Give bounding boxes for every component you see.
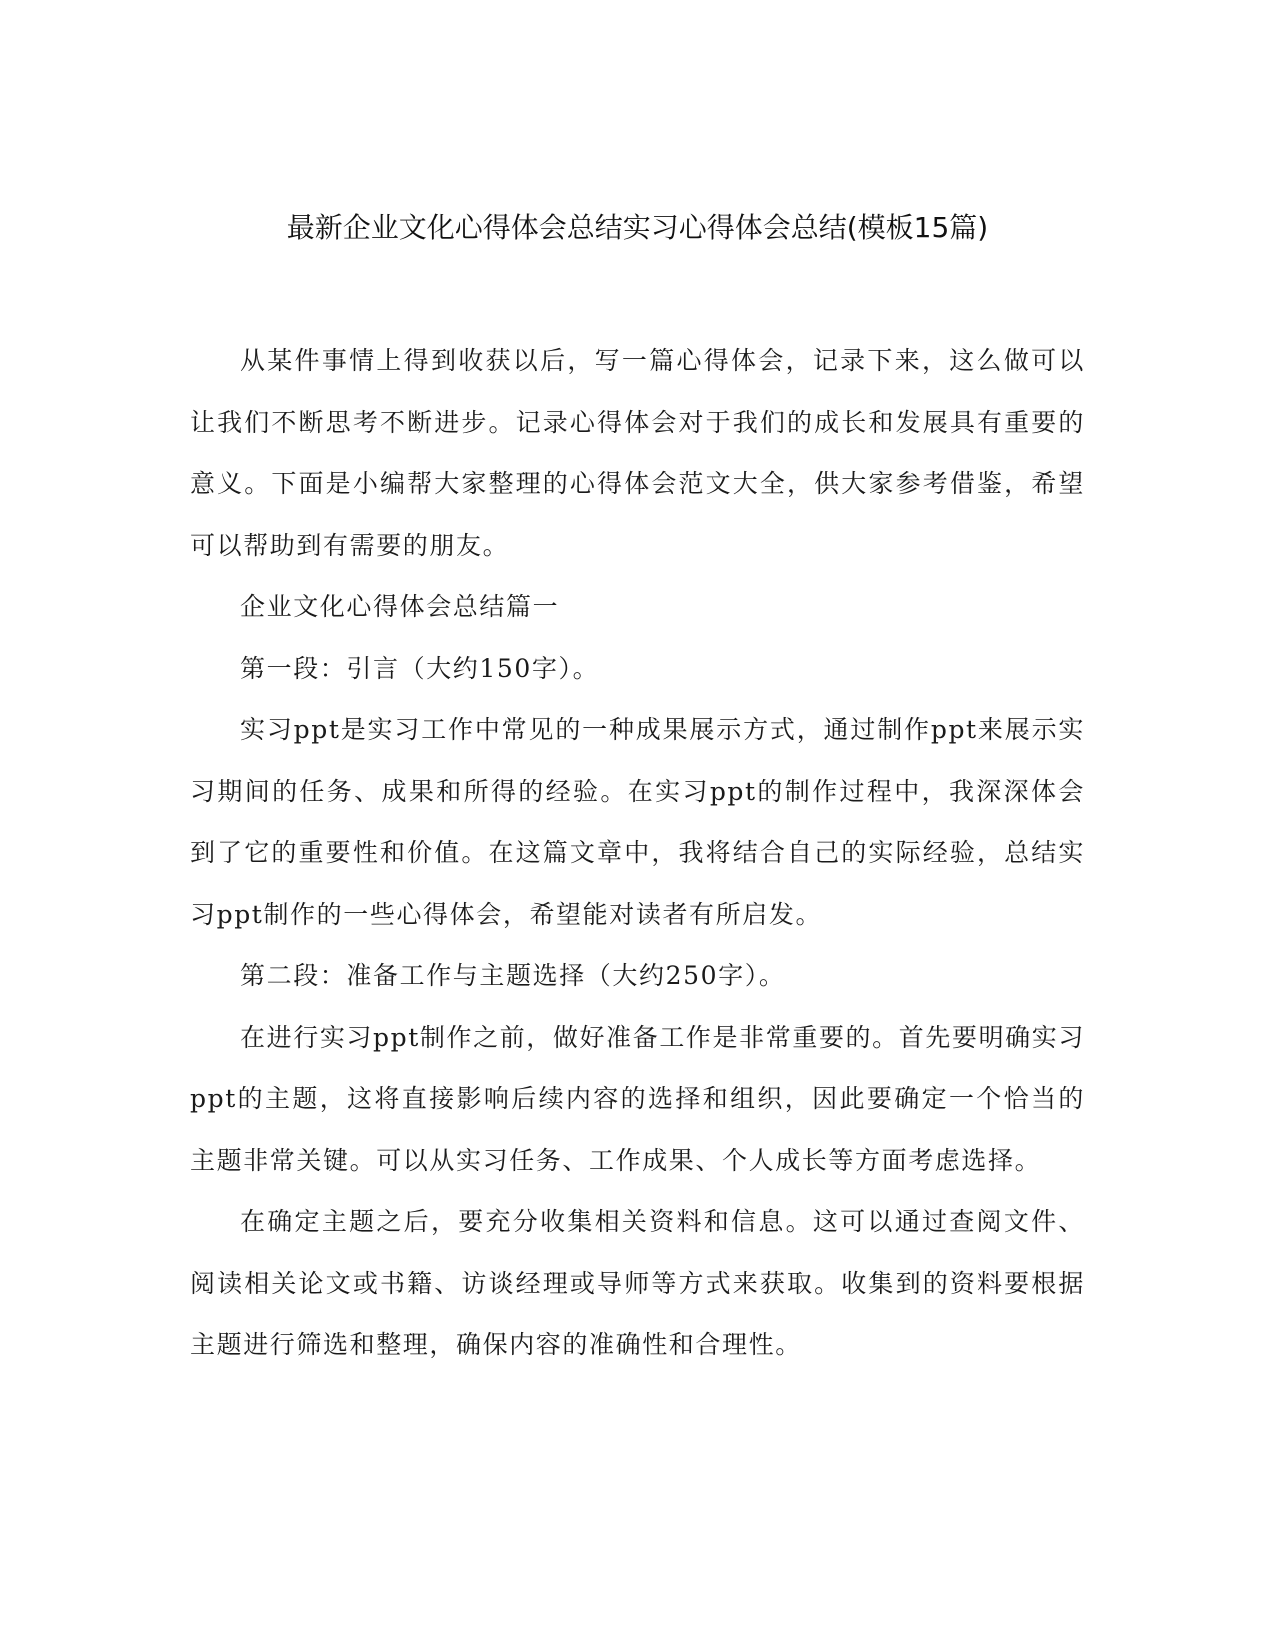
document-title: 最新企业文化心得体会总结实习心得体会总结(模板15篇) <box>286 211 989 244</box>
subsection-heading-1: 第一段：引言（大约150字）。 <box>240 653 600 683</box>
subsection-heading-2: 第二段：准备工作与主题选择（大约250字）。 <box>240 961 786 990</box>
body-paragraph-3: 在确定主题之后，要充分收集相关资料和信息。这可以通过查阅文件、阅读相关论文或书籍、访谈经理或导师等方式来获取。收集到的资料要根据主题进行筛选和整理，确保内容的准确性和合理性。 <box>190 1207 1085 1359</box>
section-heading: 企业文化心得体会总结篇一 <box>240 592 560 621</box>
body-paragraph-2: 在进行实习ppt制作之前，做好准备工作是非常重要的。首先要明确实习ppt的主题，这将直接影响后续内容的选择和组织，因此要确定一个恰当的主题非常关键。可以从实习任务、工作成果、个人成长等方面考虑选择。 <box>190 1022 1085 1175</box>
intro-paragraph: 从某件事情上得到收获以后，写一篇心得体会，记录下来，这么做可以让我们不断思考不断进步。记录心得体会对于我们的成长和发展具有重要的意义。下面是小编帮大家整理的心得体会范文大全，供大家参考借鉴，希望可以帮助到有需要的朋友。 <box>190 346 1085 560</box>
document-body <box>190 330 1085 1376</box>
body-paragraph-1: 实习ppt是实习工作中常见的一种成果展示方式，通过制作ppt来展示实习期间的任务、成果和所得的经验。在实习ppt的制作过程中，我深深体会到了它的重要性和价值。在这篇文章中，我将结合自己的实际经验，总结实习ppt制作的一些心得体会，希望能对读者有所启发。 <box>190 715 1085 929</box>
